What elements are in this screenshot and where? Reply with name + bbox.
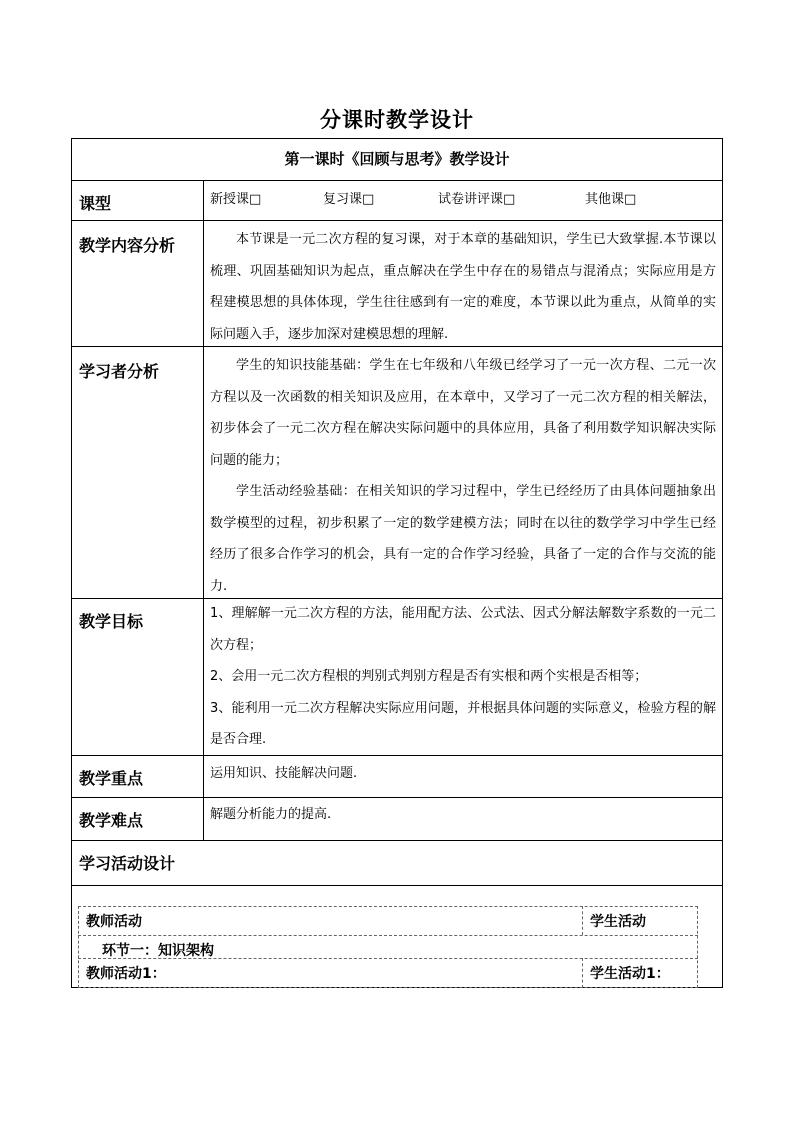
student-activity-1: 学生活动1： (590, 966, 670, 982)
learner-experience-paragraph: 学生活动经验基础：在相关知识的学习过程中，学生已经经历了由具体问题抽象出数学模型的过程，初步积累了一定的数学建模方法；同时在以往的数学学习中学生已经经历了很多合作学习的机会，具有一定的合作学习经验，具备了一定的合作与交流的能力. (210, 484, 716, 594)
activity-inner-divider (78, 935, 698, 936)
learner-knowledge-paragraph: 学生的知识技能基础：学生在七年级和八年级已经学习了一元一次方程、二元一次方程以及一次函数的相关知识及应用，在本章中，又学习了一元二次方程的相关解法，初步体会了一元二次方程在解决实际问题中的具体应用，具备了利用数学知识解决实际问题的能力； (210, 358, 716, 468)
page-title: 分课时教学设计 (320, 108, 474, 132)
key-point-cell (210, 758, 716, 790)
activity-column-divider (582, 906, 583, 935)
difficulty-label: 教学难点 (79, 811, 144, 830)
table-divider (71, 797, 723, 798)
course-type-option-review[interactable]: 复习课□ (323, 192, 375, 207)
learner-analysis-cell (210, 350, 716, 602)
objective-item: 2、会用一元二次方程根的判别式判别方程是否有实根和两个实根是否相等； (210, 669, 648, 684)
course-type-option-exam[interactable]: 试卷讲评课□ (438, 192, 516, 207)
activity-design-label: 学习活动设计 (79, 854, 176, 873)
course-type-option-other[interactable]: 其他课□ (585, 192, 637, 207)
student-activity-header: 学生活动 (590, 914, 646, 930)
objective-item: 3、能利用一元二次方程解决实际应用问题，并根据具体问题的实际意义，检验方程的解是否合理. (210, 700, 716, 747)
teacher-activity-header: 教师活动 (86, 914, 142, 930)
lesson-title: 第一课时《回顾与思考》教学设计 (284, 150, 510, 168)
key-point-label: 教学重点 (79, 769, 144, 788)
difficulty-cell (210, 799, 716, 831)
course-type-label: 课型 (79, 194, 112, 213)
table-divider (71, 885, 723, 886)
activity-column-divider (582, 958, 583, 988)
objectives-label: 教学目标 (79, 612, 144, 631)
difficulty-text: 解题分析能力的提高. (210, 807, 332, 822)
table-divider (71, 840, 723, 841)
column-divider (203, 180, 204, 840)
content-analysis-cell (210, 224, 716, 350)
learner-analysis-label: 学习者分析 (79, 362, 160, 381)
section-knowledge-framework: 环节一：知识架构 (102, 943, 214, 959)
content-analysis-text: 本节课是一元二次方程的复习课，对于本章的基础知识，学生已大致掌握.本节课以梳理、巩固基础知识为起点，重点解决在学生中存在的易错点与混淆点；实际应用是方程建模思想的具体体现，学生往往感到有一定的难度，本节课以此为重点，从简单的实际问题入手，逐步加深对建模思想的理解. (210, 232, 716, 342)
table-divider (71, 180, 723, 181)
teacher-activity-1: 教师活动1： (86, 966, 166, 982)
content-analysis-label: 教学内容分析 (79, 236, 176, 255)
objectives-cell (210, 598, 716, 756)
objective-item: 1、理解解一元二次方程的方法，能用配方法、公式法、因式分解法解数字系数的一元二次方程； (210, 606, 716, 653)
course-type-option-new[interactable]: 新授课□ (210, 192, 262, 207)
key-point-text: 运用知识、技能解决问题. (210, 766, 358, 781)
table-divider (71, 220, 723, 221)
